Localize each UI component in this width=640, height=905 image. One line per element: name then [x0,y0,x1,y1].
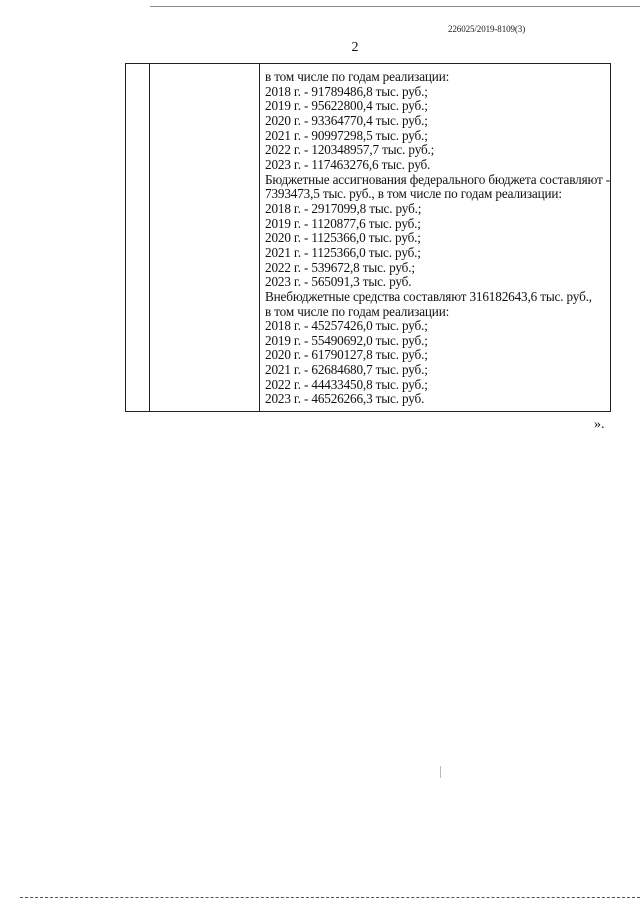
line-3: 2020 г. - 93364770,4 тыс. руб.; [265,112,428,128]
line-13: 2022 г. - 539672,8 тыс. руб.; [265,259,415,275]
empty-cell-2 [150,64,260,412]
line-4: 2021 г. - 90997298,5 тыс. руб.; [265,127,428,143]
line-20: 2021 г. - 62684680,7 тыс. руб.; [265,362,428,378]
line-10: 2019 г. - 1120877,6 тыс. руб.; [265,215,421,231]
line-22: 2023 г. - 46526266,3 тыс. руб. [265,391,425,407]
line-15: Внебюджетные средства составляют 316182643,6 тыс. руб., [265,288,592,304]
closing-quote-mark: ». [594,417,605,432]
line-8: 7393473,5 тыс. руб., в том числе по годам реализации: [265,186,562,202]
line-14: 2023 г. - 565091,3 тыс. руб. [265,274,412,290]
line-11: 2020 г. - 1125366,0 тыс. руб.; [265,230,421,246]
line-18: 2019 г. - 55490692,0 тыс. руб.; [265,332,428,348]
line-1: 2018 г. - 91789486,8 тыс. руб.; [265,83,428,99]
line-0: в том числе по годам реализации: [265,69,450,84]
table-row [126,64,611,412]
document-reference: 226025/2019-8109(3) [448,24,526,34]
line-17: 2018 г. - 45257426,0 тыс. руб.; [265,318,428,334]
line-16: в том числе по годам реализации: [265,303,450,319]
line-19: 2020 г. - 61790127,8 тыс. руб.; [265,347,428,363]
line-12: 2021 г. - 1125366,0 тыс. руб.; [265,244,421,260]
funding-details-cell [260,64,611,412]
empty-cell-1 [126,64,150,412]
bottom-edge-line [20,897,640,898]
top-edge-line [150,6,640,7]
funding-table [125,63,611,412]
line-6: 2023 г. - 117463276,6 тыс. руб. [265,156,431,172]
line-2: 2019 г. - 95622800,4 тыс. руб.; [265,98,428,114]
line-7: Бюджетные ассигнования федерального бюджета составляют - [265,171,611,187]
page-number: 2 [351,40,359,55]
line-5: 2022 г. - 120348957,7 тыс. руб.; [265,142,435,158]
line-21: 2022 г. - 44433450,8 тыс. руб.; [265,376,428,392]
scan-mark [440,766,441,778]
line-9: 2018 г. - 2917099,8 тыс. руб.; [265,200,422,216]
